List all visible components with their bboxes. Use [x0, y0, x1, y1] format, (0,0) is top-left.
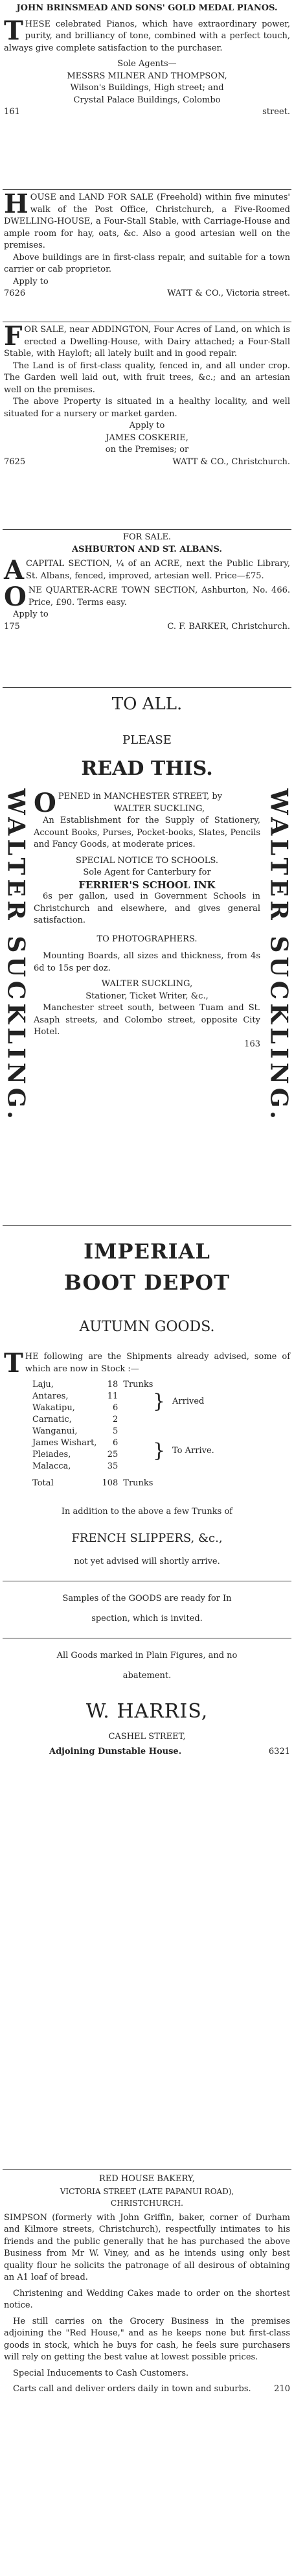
suckling-sig-line2: Manchester street south, between Tuam and St. Asaph streets, and Colombo street, opposite City Hotel. — [34, 1003, 260, 1037]
drop-cap: A — [4, 555, 25, 585]
addington-premises: on the Premises; or — [105, 445, 189, 455]
ship-name: Wakatipu, — [32, 1403, 75, 1413]
divider — [3, 529, 291, 530]
brinsmead-title: JOHN BRINSMEAD AND SONS' GOLD MEDAL PIANOS. — [16, 3, 278, 13]
trunks-label: Trunks — [123, 1380, 153, 1389]
suckling-opened-text: PENED in MANCHESTER STREET, by — [58, 792, 223, 801]
ship-name: James Wishart, — [32, 1438, 97, 1448]
total-value: 108 — [102, 1478, 119, 1488]
brinsmead-agents-heading: Sole Agents— — [117, 59, 177, 69]
addington-body2: The Land is of first-class quality, fenced in, and all under crop. The Garden well laid out, with fruit trees, &c.; and an artesian well on the premises. — [4, 360, 290, 395]
bakery-ad — [4, 2173, 290, 2396]
ship-name: Carnatic, — [32, 1415, 72, 1424]
ashburton-item1 — [4, 555, 290, 585]
table-row — [30, 1414, 155, 1426]
bakery-grocery: He still carries on the Grocery Business in the premises adjoining the "Red House," and as he keeps none but first-class goods in stock, which he buys for cash, he feels sure purchasers will rely on getting the best value at lowest possible prices. — [4, 2316, 290, 2362]
ship-num: 25 — [107, 1450, 119, 1459]
ashburton-item1-text: CAPITAL SECTION, ¼ of an ACRE, next the Public Library, St. Albans, fenced, improved, artesian well. Price—£75. — [26, 559, 290, 581]
harris-samples2: spection, which is invited. — [91, 1613, 203, 1624]
harris-slippers-intro: In addition to the above a few Trunks of — [61, 1507, 233, 1517]
ad-reference: 161 — [4, 107, 20, 117]
ship-num: 18 — [107, 1380, 119, 1389]
addington-agent: WATT & CO., Christchurch. — [172, 456, 290, 467]
bakery-city: CHRISTCHURCH. — [111, 2199, 183, 2208]
brinsmead-agents-line1: Wilson's Buildings, High street; and — [70, 83, 224, 93]
addington-name: JAMES COSKERIE, — [106, 432, 188, 443]
harris-intro — [4, 1348, 290, 1378]
table-row — [30, 1472, 155, 1489]
ashburton-apply: Apply to — [13, 609, 49, 619]
suckling-sig-name: WALTER SUCKLING, — [101, 979, 193, 989]
ad-reference: 210 — [274, 2384, 290, 2394]
house-land-ref-row — [4, 288, 290, 300]
harris-imperial: IMPERIAL — [84, 1239, 210, 1264]
ship-name: Laju, — [32, 1380, 54, 1389]
harris-slippers-note: not yet advised will shortly arrive. — [74, 1556, 220, 1566]
harris-adjoining-row — [4, 1746, 290, 1758]
ashburton-agent: C. F. BARKER, Christchurch. — [167, 621, 290, 632]
ship-num: 2 — [113, 1415, 119, 1424]
addington-apply: Apply to — [129, 421, 165, 431]
harris-adjoining: Adjoining Dunstable House. — [49, 1746, 182, 1756]
ashburton-item2-text: NE QUARTER-ACRE TOWN SECTION, Ashburton, No. 466. Price, £90. Terms easy. — [28, 585, 290, 608]
drop-cap: F — [4, 321, 23, 351]
ashburton-ref-row — [4, 621, 290, 633]
ship-name: Antares, — [32, 1391, 69, 1401]
harris-slippers: FRENCH SLIPPERS, &c., — [71, 1531, 223, 1545]
bakery-special: Special Inducements to Cash Customers. — [13, 2368, 189, 2378]
house-land-body — [4, 189, 290, 252]
ad-reference: 175 — [4, 621, 20, 632]
divider — [3, 189, 291, 190]
suckling-side-left-text: WALTER SUCKLING. — [2, 788, 30, 1123]
drop-cap: O — [34, 788, 56, 818]
drop-cap: O — [4, 582, 27, 612]
brinsmead-body — [4, 15, 290, 55]
addington-ref-row — [4, 456, 290, 469]
bakery-carts-text: Carts call and deliver orders daily in town and suburbs. — [13, 2384, 251, 2394]
harris-street: CASHEL STREET, — [108, 1732, 186, 1742]
table-row — [30, 1437, 155, 1449]
ship-num: 11 — [107, 1391, 119, 1401]
harris-arrived: Arrived — [172, 1397, 205, 1406]
suckling-sig-line1: Stationer, Ticket Writer, &c., — [85, 991, 209, 1001]
house-land-text: OUSE and LAND FOR SALE (Freehold) within five minutes' walk of the Post Office, Christchurch, a Five-Roomed DWELLING-HOUSE, a Four-Stall Stable, with Carriage-House and ample room for hay, oats, &c. Also a good artesian well on the premises. — [4, 193, 290, 250]
suckling-photo-body: Mounting Boards, all sizes and thickness, from 4s 6d to 15s per doz. — [34, 951, 260, 973]
table-row — [30, 1461, 155, 1472]
ad-reference: 7626 — [4, 289, 26, 298]
ashburton-item2 — [4, 582, 290, 612]
ashburton-heading1: FOR SALE. — [122, 532, 172, 542]
house-land-body2: Above buildings are in first-class repair, and suitable for a town carrier or cab proprietor. — [4, 252, 290, 274]
ship-num: 6 — [113, 1438, 119, 1448]
ship-name: Malacca, — [32, 1461, 71, 1471]
addington-body3: The above Property is situated in a healthy locality, and well situated for a nursery or market garden. — [4, 397, 290, 419]
harris-shipments-table — [30, 1379, 155, 1489]
house-land-agent: WATT & CO., Victoria street. — [167, 289, 290, 298]
suckling-opened-body: An Establishment for the Supply of Stationery, Account Books, Purses, Pocket-books, Slates, Pencils and Fancy Goods, at moderate prices. — [34, 816, 260, 849]
bakery-body: SIMPSON (formerly with John Griffin, baker, corner of Durham and Kilmore streets, Christchurch), respectfully intimates to his friends and the public generally that he has purchased the above Business from Mr W. Viney, and as he intends using only best quality flour he solicits the patronage of all desirous of obtaining an A1 loaf of bread. — [4, 2212, 290, 2282]
suckling-photographers: TO PHOTOGRAPHERS. — [96, 934, 198, 944]
harris-boot-depot: BOOT DEPOT — [63, 1270, 231, 1295]
ship-name: Pleiades, — [32, 1450, 71, 1459]
bakery-title: RED HOUSE BAKERY, — [99, 2174, 195, 2184]
bakery-carts — [4, 2383, 290, 2396]
harris-name: W. HARRIS, — [85, 1700, 209, 1723]
suckling-side-left — [3, 690, 28, 1222]
brace-arrived: } — [153, 1390, 166, 1413]
bakery-address: VICTORIA STREET (LATE PAPANUI ROAD), — [60, 2186, 234, 2196]
addington-ad — [4, 321, 290, 468]
drop-cap: H — [4, 189, 28, 219]
divider — [3, 1225, 291, 1226]
brinsmead-ref-row — [4, 106, 290, 119]
ad-reference: 163 — [244, 1039, 260, 1049]
suckling-ferrier-body: 6s per gallon, used in Government Schools in Christchurch and elsewhere, and gives general satisfaction. — [34, 892, 260, 925]
divider — [3, 2169, 291, 2170]
drop-cap: T — [4, 1348, 23, 1378]
table-row — [30, 1449, 155, 1461]
suckling-read-this: READ THIS. — [81, 757, 213, 780]
suckling-ad — [3, 690, 291, 1222]
brinsmead-ad — [4, 3, 290, 119]
brace-to-arrive: } — [153, 1439, 166, 1462]
table-row — [30, 1391, 155, 1402]
brinsmead-text: HESE celebrated Pianos, which have extraordinary power, purity, and brilliancy of tone, combined with a perfect touch, always give complete satisfaction to the purchaser. — [4, 19, 290, 53]
table-row — [30, 1426, 155, 1437]
suckling-side-right — [266, 690, 291, 1222]
brinsmead-agents-line2: Crystal Palace Buildings, Colombo — [73, 95, 221, 105]
total-label: Total — [32, 1478, 54, 1488]
trunks-label: Trunks — [123, 1478, 153, 1488]
suckling-please: PLEASE — [122, 733, 172, 747]
harris-ad — [4, 1232, 290, 1758]
harris-to-arrive: To Arrive. — [172, 1446, 214, 1456]
addington-text: OR SALE, near ADDINGTON, Four Acres of Land, on which is erected a Dwelling-House, with Dairy attached; a Four-Stall Stable, with Hayloft; all lately built and in good repair. — [4, 325, 290, 359]
brinsmead-ref-tail: street. — [262, 107, 290, 117]
suckling-opened-name: WALTER SUCKLING, — [113, 803, 205, 814]
divider — [3, 687, 291, 688]
harris-autumn: AUTUMN GOODS. — [79, 1319, 215, 1335]
ad-reference: 6321 — [268, 1746, 290, 1756]
ad-reference: 7625 — [4, 456, 26, 467]
suckling-schools-line: Sole Agent for Canterbury for — [83, 868, 211, 877]
ship-num: 6 — [113, 1403, 119, 1413]
harris-marked1: All Goods marked in Plain Figures, and no — [56, 1651, 238, 1660]
suckling-ferrier: FERRIER'S SCHOOL INK — [78, 879, 216, 891]
table-row — [30, 1379, 155, 1391]
drop-cap: T — [4, 15, 23, 46]
ashburton-ad — [4, 532, 290, 633]
harris-intro-text: HE following are the Shipments already advised, some of which are now in Stock :— — [25, 1352, 290, 1374]
brinsmead-agents-name: MESSRS MILNER AND THOMPSON, — [67, 71, 227, 81]
suckling-schools-heading: SPECIAL NOTICE TO SCHOOLS. — [76, 855, 218, 866]
ship-num: 5 — [113, 1426, 119, 1436]
ashburton-heading2: ASHBURTON AND ST. ALBANS. — [72, 544, 222, 554]
house-land-apply: Apply to — [13, 276, 49, 287]
bakery-wedding: Christening and Wedding Cakes made to order on the shortest notice. — [4, 2288, 290, 2310]
harris-marked2: abatement. — [122, 1670, 172, 1681]
ship-num: 35 — [107, 1461, 119, 1471]
suckling-side-right-text: WALTER SUCKLING. — [265, 788, 293, 1123]
suckling-center — [34, 690, 260, 1050]
harris-shipments — [4, 1379, 290, 1496]
addington-body — [4, 321, 290, 360]
house-land-ad — [4, 189, 290, 300]
ship-name: Wanganui, — [32, 1426, 78, 1436]
table-row — [30, 1402, 155, 1414]
harris-samples1: Samples of the GOODS are ready for In — [62, 1594, 232, 1603]
suckling-to-all: TO ALL. — [111, 694, 183, 714]
